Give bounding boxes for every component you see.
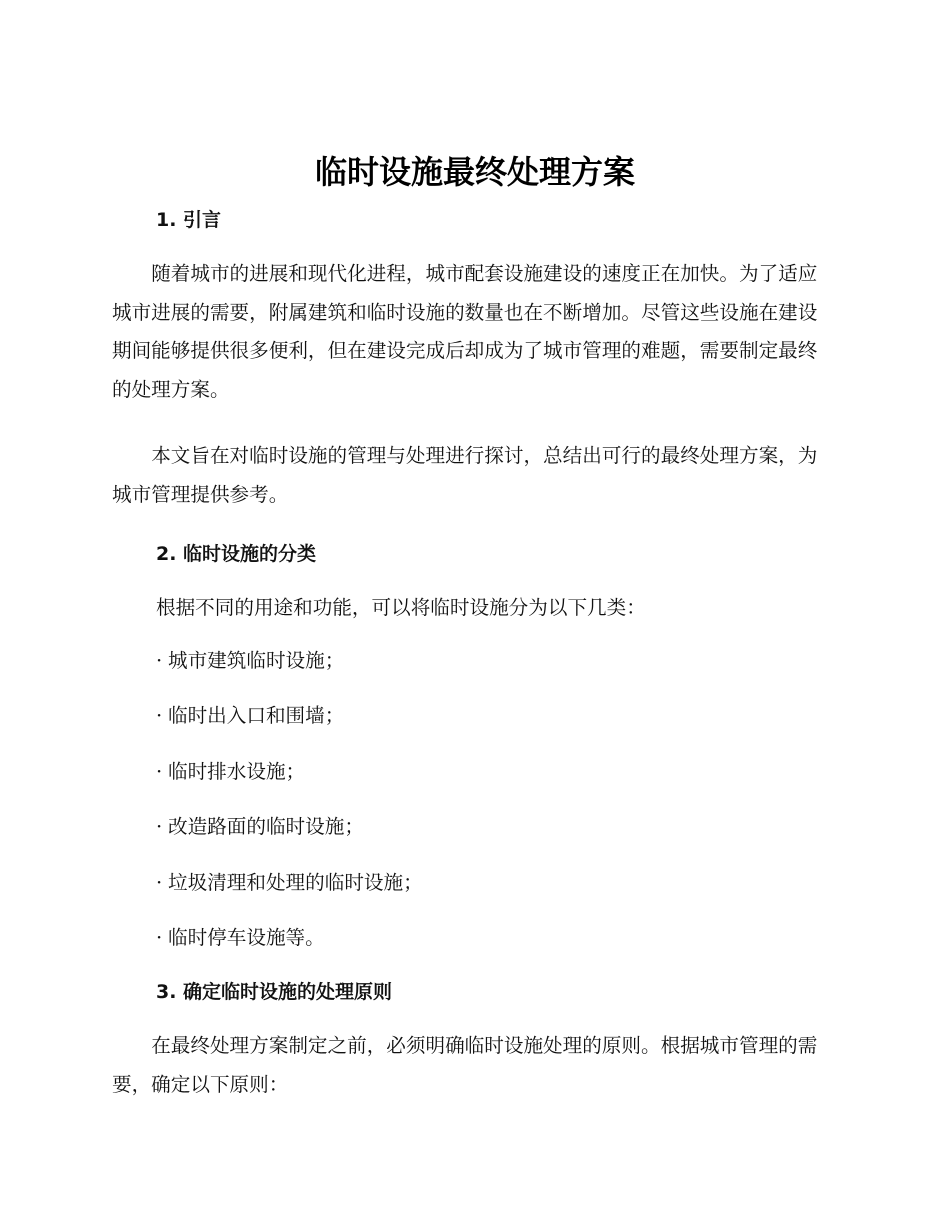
bullet-marker: · xyxy=(156,649,163,672)
bullet-marker: · xyxy=(156,759,163,783)
list-item xyxy=(156,812,423,867)
bullet-marker: · xyxy=(156,704,163,728)
section-heading-classification: 2. 临时设施的分类 xyxy=(156,543,317,565)
list-item xyxy=(156,923,423,978)
classification-intro: 根据不同的用途和功能，可以将临时设施分为以下几类： xyxy=(156,596,646,619)
section-heading-principles: 3. 确定临时设施的处理原则 xyxy=(156,981,393,1003)
document-title: 临时设施最终处理方案 xyxy=(314,153,635,191)
bullet-marker: · xyxy=(156,870,163,894)
list-item-text: 城市建筑临时设施； xyxy=(168,649,345,672)
list-item-text: 临时停车设施等。 xyxy=(168,925,325,949)
bullet-marker: · xyxy=(156,815,163,839)
list-item xyxy=(156,701,423,756)
bullet-marker: · xyxy=(156,925,163,949)
principles-paragraph: 在最终处理方案制定之前，必须明确临时设施处理的原则。根据城市管理的需要，确定以下原则： xyxy=(112,1034,818,1096)
list-item-text: 改造路面的临时设施； xyxy=(168,815,364,839)
list-item xyxy=(156,868,423,923)
intro-paragraph-1: 随着城市的进展和现代化进程，城市配套设施建设的速度正在加快。为了适应城市进展的需要，附属建筑和临时设施的数量也在不断增加。尽管这些设施在建设期间能够提供很多便利，但在建设完成后却成为了城市管理的难题，需要制定最终的处理方案。 xyxy=(112,262,818,401)
list-item-text: 临时排水设施； xyxy=(168,759,306,783)
list-item-text: 临时出入口和围墙； xyxy=(168,704,345,728)
facility-type-list xyxy=(156,646,423,978)
list-item-text: 垃圾清理和处理的临时设施； xyxy=(168,870,423,894)
list-item xyxy=(156,757,423,812)
intro-paragraph-2: 本文旨在对临时设施的管理与处理进行探讨，总结出可行的最终处理方案，为城市管理提供参考。 xyxy=(112,444,818,506)
list-item xyxy=(156,646,423,701)
section-heading-introduction: 1. 引言 xyxy=(156,209,222,231)
